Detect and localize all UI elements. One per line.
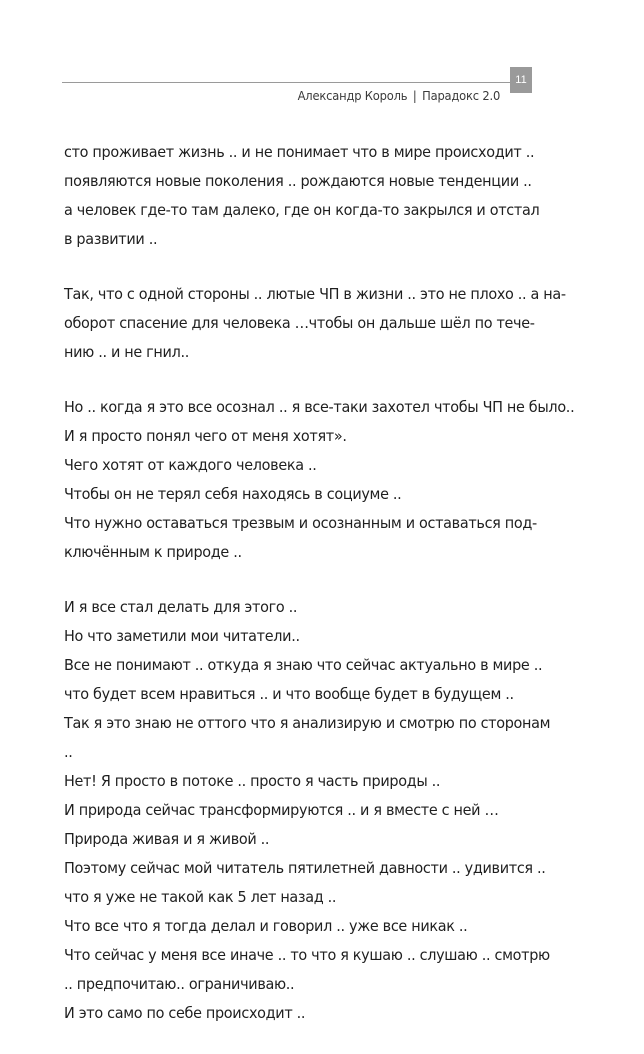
header-separator: |	[412, 88, 417, 103]
header-rule	[62, 82, 510, 83]
text-line: Так, что с одной стороны .. лютые ЧП в жизни .. это не плохо .. а на-	[64, 285, 566, 303]
text-line: И природа сейчас трансформируются .. и я вместе с ней …	[64, 801, 499, 819]
text-line: И это само по себе происходит ..	[64, 1004, 306, 1022]
running-head	[297, 88, 500, 103]
text-line: Поэтому сейчас мой читатель пятилетней давности .. удивится ..	[64, 859, 546, 877]
text-line: И я просто понял чего от меня хотят».	[64, 427, 347, 445]
text-line: И я все стал делать для этого ..	[64, 598, 298, 616]
author-name: Александр Король	[297, 88, 408, 103]
body-text	[64, 138, 575, 1054]
text-line: ..	[64, 743, 73, 761]
paragraph	[64, 593, 551, 1028]
text-line: Что все что я тогда делал и говорил .. уже все никак ..	[64, 917, 468, 935]
paragraph	[64, 138, 540, 254]
text-line: что я уже не такой как 5 лет назад ..	[64, 888, 337, 906]
text-line: Чтобы он не терял себя находясь в социуме ..	[64, 485, 402, 503]
text-line: появляются новые поколения .. рождаются новые тенденции ..	[64, 172, 532, 190]
text-line: сто проживает жизнь .. и не понимает что в мире происходит ..	[64, 143, 535, 161]
text-line: Но .. когда я это все осознал .. я все-таки захотел чтобы ЧП не было..	[64, 398, 575, 416]
text-line: нию .. и не гнил..	[64, 343, 189, 361]
text-line: Что нужно оставаться трезвым и осознанным и оставаться под-	[64, 514, 537, 532]
text-line: что будет всем нравиться .. и что вообще будет в будущем ..	[64, 685, 514, 703]
book-title: Парадокс 2.0	[421, 88, 500, 103]
paragraph	[64, 280, 566, 367]
paragraph	[64, 393, 575, 567]
text-line: Нет! Я просто в потоке .. просто я часть природы ..	[64, 772, 441, 790]
page-number: 11	[510, 67, 532, 93]
text-line: оборот спасение для человека …чтобы он дальше шёл по тече-	[64, 314, 535, 332]
text-line: Все не понимают .. откуда я знаю что сейчас актуально в мире ..	[64, 656, 543, 674]
text-line: Что сейчас у меня все иначе .. то что я кушаю .. слушаю .. смотрю	[64, 946, 550, 964]
text-line: Так я это знаю не оттого что я анализирую и смотрю по сторонам	[64, 714, 551, 732]
text-line: ключённым к природе ..	[64, 543, 242, 561]
text-line: .. предпочитаю.. ограничиваю..	[64, 975, 295, 993]
text-line: Чего хотят от каждого человека ..	[64, 456, 317, 474]
text-line: Но что заметили мои читатели..	[64, 627, 300, 645]
text-line: а человек где-то там далеко, где он когда-то закрылся и отстал	[64, 201, 540, 219]
text-line: Природа живая и я живой ..	[64, 830, 270, 848]
text-line: в развитии ..	[64, 230, 158, 248]
